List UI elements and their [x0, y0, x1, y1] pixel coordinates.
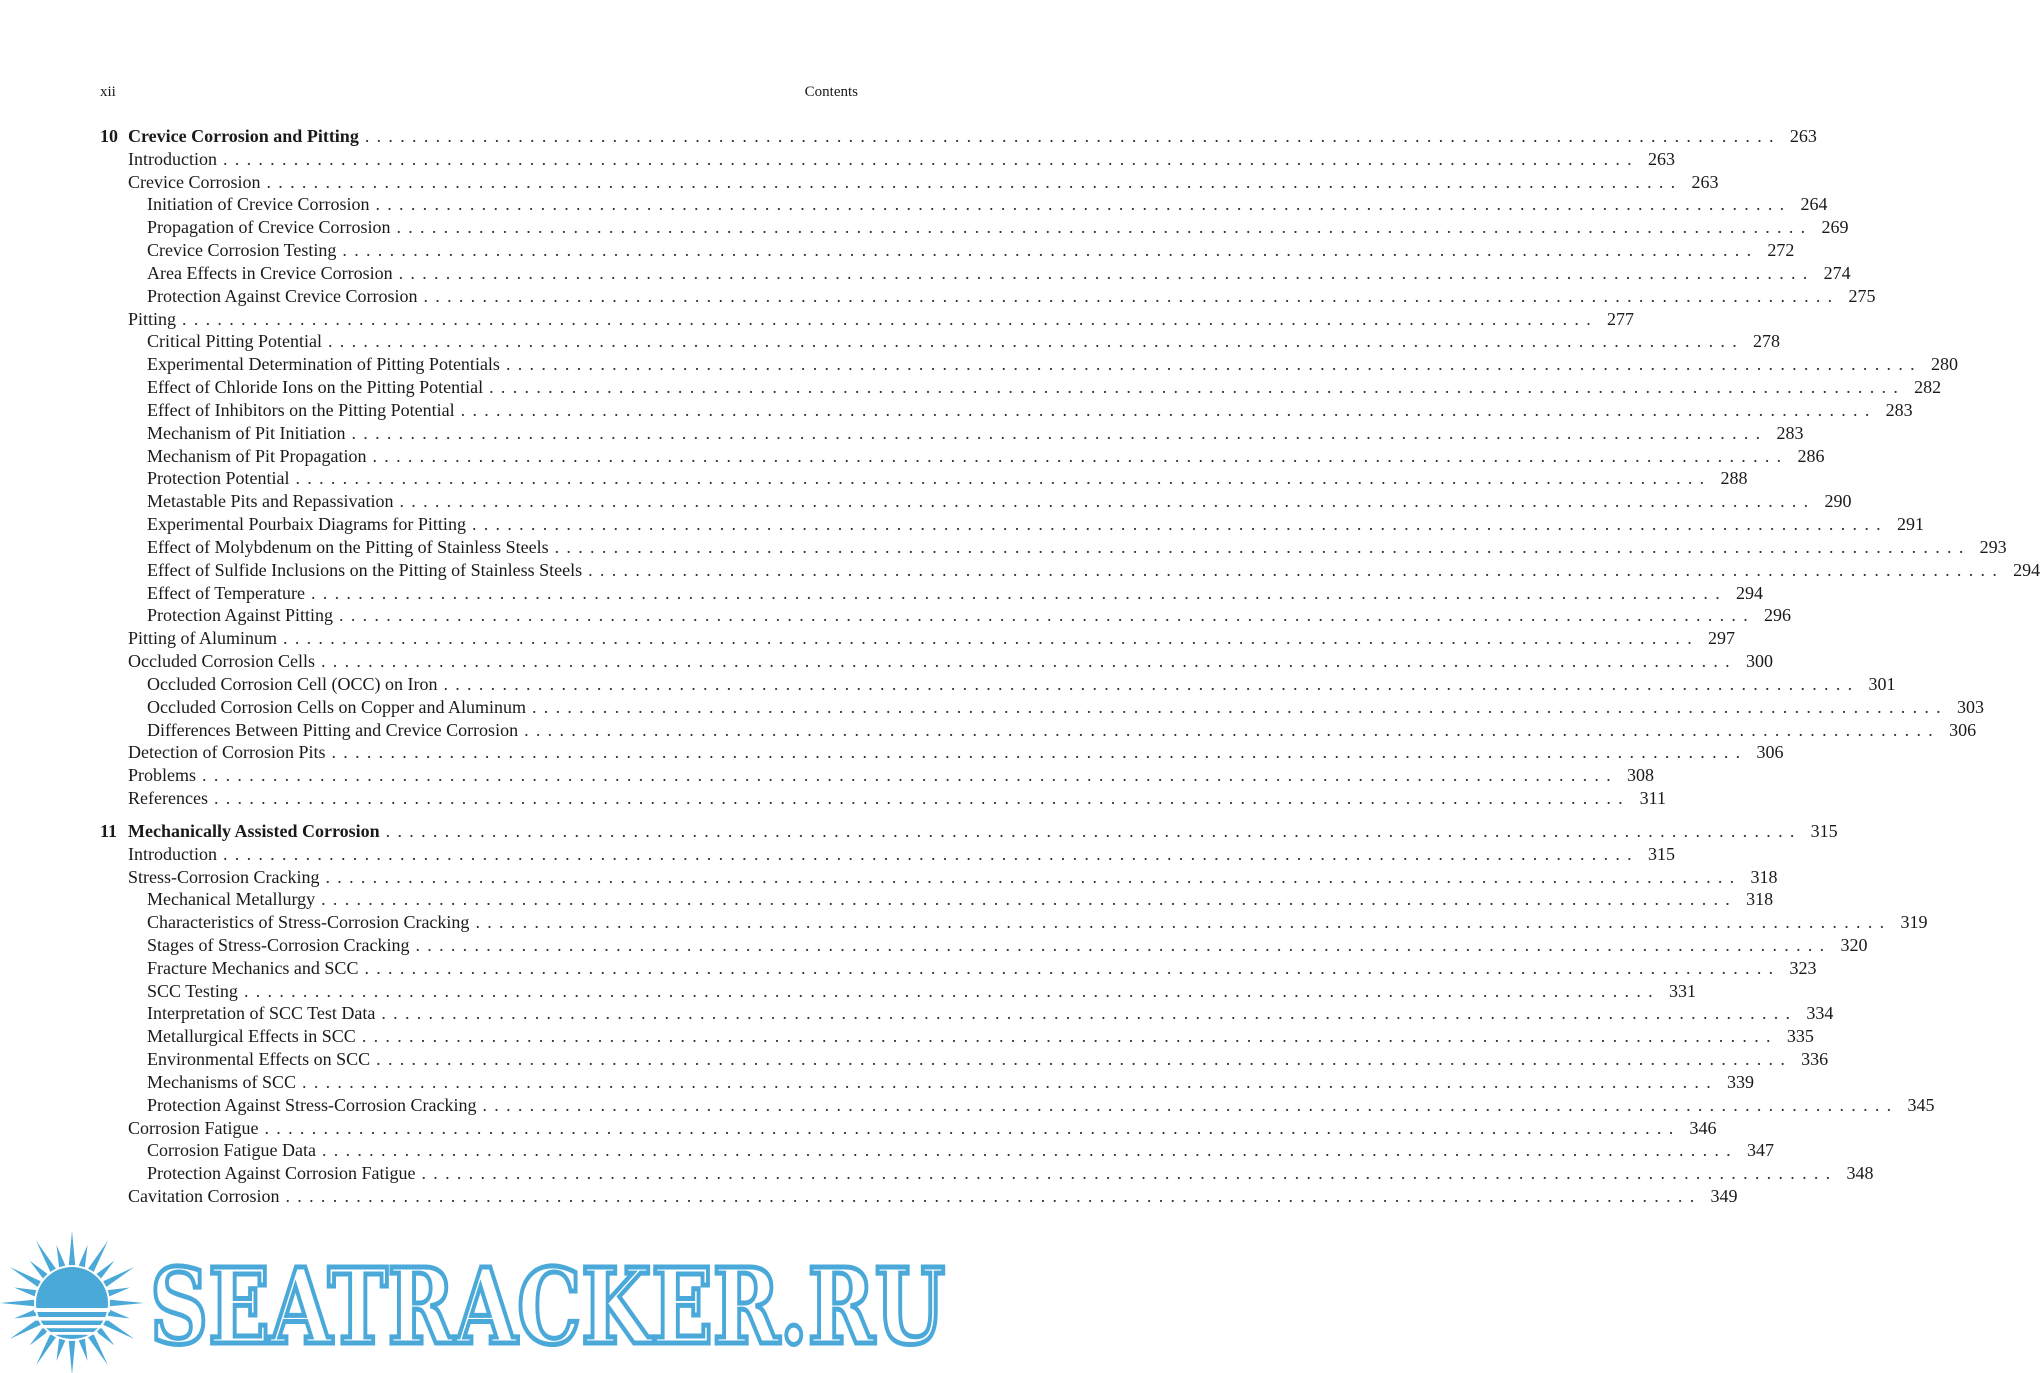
- subsection-entry[interactable]: [100, 719, 1977, 742]
- dot-leader: ........................................................................................................................: [364, 957, 1781, 978]
- entry-title: Introduction: [128, 148, 217, 169]
- dot-leader: ........................................................................................................................: [471, 514, 1888, 535]
- entry-title: Stress-Corrosion Cracking: [128, 866, 320, 887]
- page-number-ref: 315: [1810, 820, 1838, 841]
- dot-leader: ........................................................................................................................: [325, 866, 1742, 887]
- dot-leader: ........................................................................................................................: [302, 1071, 1719, 1092]
- page-number-ref: 263: [1647, 148, 1675, 169]
- page-number-ref: 293: [1979, 536, 2007, 557]
- dot-leader: ........................................................................................................................: [321, 1140, 1738, 1161]
- dot-leader: ........................................................................................................................: [328, 331, 1744, 352]
- sun-ray: [69, 1231, 75, 1265]
- sun-ray: [56, 1339, 65, 1361]
- page-number-ref: 300: [1745, 651, 1773, 672]
- dot-leader: ........................................................................................................................: [182, 308, 1599, 329]
- dot-leader: ........................................................................................................................: [381, 1003, 1798, 1024]
- subsection-entry[interactable]: [100, 696, 1984, 719]
- dot-leader: ........................................................................................................................: [295, 468, 1712, 489]
- dot-leader: ........................................................................................................................: [475, 912, 1892, 933]
- running-head: [100, 84, 858, 101]
- subsection-entry[interactable]: [100, 1094, 1935, 1117]
- watermark-logo: [0, 1228, 960, 1368]
- sun-ray: [103, 1319, 134, 1339]
- sun-ray: [108, 1287, 130, 1296]
- dot-leader: ........................................................................................................................: [482, 1094, 1899, 1115]
- dot-leader: ........................................................................................................................: [285, 1186, 1702, 1207]
- chapter-entry[interactable]: [100, 820, 1838, 843]
- dot-leader: ........................................................................................................................: [489, 377, 1906, 398]
- page-number-ref: 291: [1896, 514, 1924, 535]
- page-number-ref: 283: [1776, 422, 1804, 443]
- sun-ray: [108, 1310, 130, 1319]
- entry-title: Crevice Corrosion: [128, 171, 261, 192]
- page-number-ref: 318: [1746, 889, 1774, 910]
- entry-title: Occluded Corrosion Cells on Copper and Aluminum: [147, 696, 526, 717]
- subsection-entry[interactable]: [100, 1162, 1874, 1185]
- page-number-ref: 335: [1786, 1026, 1814, 1047]
- entry-title: Characteristics of Stress-Corrosion Cracking: [147, 912, 470, 933]
- entry-title: Protection Against Stress-Corrosion Cracking: [147, 1094, 477, 1115]
- page-number-ref: 274: [1823, 262, 1851, 283]
- entry-title: Corrosion Fatigue Data: [147, 1140, 316, 1161]
- subsection-entry[interactable]: [100, 536, 2007, 559]
- dot-leader: ........................................................................................................................: [222, 148, 1639, 169]
- page-number-ref: 331: [1668, 980, 1696, 1001]
- page-number-ref: 272: [1767, 240, 1795, 261]
- subsection-entry[interactable]: [100, 1048, 1829, 1071]
- subsection-entry[interactable]: [100, 888, 1774, 911]
- page-number-ref: 348: [1846, 1163, 1874, 1184]
- sun-ray: [88, 1241, 108, 1272]
- dot-leader: ........................................................................................................................: [396, 217, 1813, 238]
- page-number-ref: 311: [1639, 788, 1666, 809]
- page-number-ref: 282: [1914, 377, 1942, 398]
- entry-title: Protection Potential: [147, 468, 290, 489]
- dot-leader: ........................................................................................................................: [415, 934, 1832, 955]
- page-number-ref: 308: [1627, 765, 1655, 786]
- page-number-ref: 297: [1708, 628, 1736, 649]
- entry-title: Cavitation Corrosion: [128, 1186, 280, 1207]
- entry-title: Mechanical Metallurgy: [147, 889, 316, 910]
- section-entry[interactable]: [100, 1117, 1717, 1140]
- entry-title: Protection Against Pitting: [147, 605, 334, 626]
- subsection-entry[interactable]: [100, 1139, 1774, 1162]
- entry-title: Effect of Chloride Ions on the Pitting Potential: [147, 377, 484, 398]
- entry-title: Protection Against Corrosion Fatigue: [147, 1163, 416, 1184]
- subsection-entry[interactable]: [100, 445, 1825, 468]
- dot-leader: ........................................................................................................................: [524, 719, 1941, 740]
- dot-leader: ........................................................................................................................: [321, 889, 1738, 910]
- entry-title: References: [128, 788, 208, 809]
- entry-title: Occluded Corrosion Cell (OCC) on Iron: [147, 673, 438, 694]
- dot-leader: ........................................................................................................................: [372, 445, 1789, 466]
- sun-ray: [30, 1327, 48, 1345]
- page-number-ref: 349: [1710, 1186, 1738, 1207]
- page-number-ref: 263: [1789, 126, 1817, 146]
- subsection-entry[interactable]: [100, 353, 1958, 376]
- page-number-ref: 315: [1647, 843, 1675, 864]
- entry-title: Experimental Determination of Pitting Potentials: [147, 354, 500, 375]
- dot-leader: ........................................................................................................................: [531, 696, 1948, 717]
- page-number-ref: 347: [1746, 1140, 1774, 1161]
- subsection-entry[interactable]: [100, 513, 1924, 536]
- sun-ray: [36, 1334, 56, 1365]
- subsection-entry[interactable]: [100, 1071, 1755, 1094]
- page-number-ref: 339: [1727, 1071, 1755, 1092]
- sun-ray: [88, 1334, 108, 1365]
- dot-leader: ........................................................................................................................: [331, 742, 1748, 763]
- subsection-entry[interactable]: [100, 673, 1896, 696]
- dot-leader: ........................................................................................................................: [375, 194, 1792, 215]
- section-entry[interactable]: [100, 650, 1773, 673]
- page-number-ref: 278: [1753, 331, 1780, 352]
- table-of-contents: [100, 125, 2040, 1208]
- page-number-ref: 346: [1689, 1117, 1717, 1138]
- sun-ray: [36, 1241, 56, 1272]
- dot-leader: ........................................................................................................................: [364, 126, 1781, 146]
- section-entry[interactable]: [100, 627, 1736, 650]
- dot-leader: ........................................................................................................................: [311, 582, 1727, 603]
- entry-title: Fracture Mechanics and SCC: [147, 957, 359, 978]
- entry-title: Pitting of Aluminum: [128, 628, 278, 649]
- subsection-entry[interactable]: [100, 934, 1868, 957]
- entry-title: Protection Against Crevice Corrosion: [147, 285, 418, 306]
- page-number-ref: 296: [1764, 605, 1792, 626]
- section-entry[interactable]: [100, 308, 1635, 331]
- page-number-ref: 263: [1691, 171, 1719, 192]
- entry-title: Mechanism of Pit Propagation: [147, 445, 367, 466]
- entry-title: Metastable Pits and Repassivation: [147, 491, 394, 512]
- page-number-ref: 323: [1789, 957, 1817, 978]
- page-number-ref: 290: [1824, 491, 1852, 512]
- dot-leader: ........................................................................................................................: [376, 1049, 1793, 1070]
- section-entry[interactable]: [100, 843, 1675, 866]
- page-number-ref: 306: [1756, 742, 1784, 763]
- page-number-ref: 319: [1900, 912, 1928, 933]
- entry-title: Effect of Sulfide Inclusions on the Pitting of Stainless Steels: [147, 559, 583, 580]
- dot-leader: ........................................................................................................................: [443, 673, 1860, 694]
- subsection-entry[interactable]: [100, 239, 1795, 262]
- sun-ray: [10, 1267, 41, 1287]
- entry-title: Crevice Corrosion and Pitting: [128, 126, 359, 146]
- sun-ray: [103, 1267, 134, 1287]
- dot-leader: ........................................................................................................................: [361, 1026, 1778, 1047]
- subsection-entry[interactable]: [100, 604, 1792, 627]
- sun-icon: [0, 1231, 144, 1373]
- sun-ray: [56, 1245, 65, 1267]
- entry-title: Occluded Corrosion Cells: [128, 651, 315, 672]
- dot-leader: ........................................................................................................................: [505, 354, 1922, 375]
- entry-title: Critical Pitting Potential: [147, 331, 322, 352]
- section-entry[interactable]: [100, 1185, 1738, 1208]
- entry-title: Area Effects in Crevice Corrosion: [147, 262, 393, 283]
- sun-ray: [0, 1300, 34, 1306]
- page-number-ref: 318: [1750, 866, 1778, 887]
- page-number-ref: 301: [1868, 673, 1896, 694]
- subsection-entry[interactable]: [100, 399, 1913, 422]
- subsection-entry[interactable]: [100, 422, 1804, 445]
- section-entry[interactable]: [100, 171, 1719, 194]
- dot-leader: ........................................................................................................................: [421, 1163, 1838, 1184]
- page-number-ref: 306: [1949, 719, 1977, 740]
- page-number-ref: 336: [1801, 1049, 1829, 1070]
- dot-leader: ........................................................................................................................: [351, 422, 1768, 443]
- entry-title: Problems: [128, 765, 197, 786]
- sun-ray: [96, 1327, 114, 1345]
- sun-ray: [69, 1341, 75, 1373]
- entry-title: Mechanism of Pit Initiation: [147, 422, 346, 443]
- page-number-ref: 288: [1720, 468, 1748, 489]
- page-number-ref: 286: [1797, 445, 1825, 466]
- subsection-entry[interactable]: [100, 957, 1817, 980]
- page-number-ref: 294: [1736, 582, 1763, 603]
- dot-leader: ........................................................................................................................: [423, 285, 1840, 306]
- entry-title: Experimental Pourbaix Diagrams for Pitting: [147, 514, 466, 535]
- page-number-ref: 345: [1907, 1094, 1935, 1115]
- subsection-entry[interactable]: [100, 330, 1780, 353]
- chapter-spacer: [100, 810, 858, 820]
- entry-title: Metallurgical Effects in SCC: [147, 1026, 356, 1047]
- subsection-entry[interactable]: [100, 262, 1851, 285]
- section-entry[interactable]: [100, 764, 1655, 787]
- subsection-entry[interactable]: [100, 193, 1828, 216]
- dot-leader: ........................................................................................................................: [202, 765, 1619, 786]
- sun-ray: [10, 1319, 41, 1339]
- entry-title: Environmental Effects on SCC: [147, 1049, 371, 1070]
- page-number-ref: 269: [1821, 217, 1849, 238]
- dot-leader: ........................................................................................................................: [385, 820, 1802, 841]
- dot-leader: ........................................................................................................................: [320, 651, 1737, 672]
- page-number-ref: 275: [1848, 285, 1876, 306]
- entry-title: Stages of Stress-Corrosion Cracking: [147, 934, 410, 955]
- section-entry[interactable]: [100, 787, 1666, 810]
- section-entry[interactable]: [100, 866, 1778, 889]
- entry-title: Pitting: [128, 308, 177, 329]
- chapter-entry[interactable]: [100, 125, 1817, 148]
- subsection-entry[interactable]: [100, 216, 1849, 239]
- entry-title: Initiation of Crevice Corrosion: [147, 194, 370, 215]
- dot-leader: ........................................................................................................................: [213, 788, 1630, 809]
- sun-ray: [14, 1287, 36, 1296]
- dot-leader: ........................................................................................................................: [222, 843, 1639, 864]
- dot-leader: ........................................................................................................................: [339, 605, 1756, 626]
- page-number-ref: 320: [1840, 934, 1868, 955]
- chapter-number: 11: [100, 820, 118, 841]
- subsection-entry[interactable]: [100, 1002, 1834, 1025]
- sun-ray: [14, 1310, 36, 1319]
- sun-ray: [79, 1339, 88, 1361]
- dot-leader: ........................................................................................................................: [588, 559, 2005, 580]
- entry-title: Interpretation of SCC Test Data: [147, 1003, 376, 1024]
- page-number-ref: 294: [2013, 559, 2040, 580]
- subsection-entry[interactable]: [100, 911, 1928, 934]
- sun-ray: [96, 1261, 114, 1279]
- subsection-entry[interactable]: [100, 980, 1696, 1003]
- section-entry[interactable]: [100, 148, 1675, 171]
- entry-title: Effect of Inhibitors on the Pitting Potential: [147, 399, 455, 420]
- subsection-entry[interactable]: [100, 559, 2040, 582]
- chapter-number: 10: [100, 126, 118, 146]
- dot-leader: ........................................................................................................................: [398, 262, 1815, 283]
- page-number-ref: 303: [1956, 696, 1984, 717]
- entry-title: Introduction: [128, 843, 217, 864]
- entry-title: Crevice Corrosion Testing: [147, 240, 337, 261]
- sun-ray: [79, 1245, 88, 1267]
- sun-ray: [110, 1300, 144, 1306]
- running-title: Contents: [804, 84, 858, 100]
- dot-leader: ........................................................................................................................: [399, 491, 1816, 512]
- sun-ray: [30, 1261, 48, 1279]
- entry-title: Differences Between Pitting and Crevice Corrosion: [147, 719, 519, 740]
- subsection-entry[interactable]: [100, 490, 1852, 513]
- dot-leader: ........................................................................................................................: [554, 536, 1971, 557]
- dot-leader: ........................................................................................................................: [264, 1117, 1681, 1138]
- entry-title: SCC Testing: [147, 980, 238, 1001]
- entry-title: Effect of Molybdenum on the Pitting of Stainless Steels: [147, 536, 549, 557]
- subsection-entry[interactable]: [100, 467, 1748, 490]
- watermark-text: SEATRACKER.RU: [150, 1245, 945, 1368]
- section-entry[interactable]: [100, 741, 1784, 764]
- dot-leader: ........................................................................................................................: [342, 240, 1759, 261]
- page-number-ref: 264: [1800, 194, 1828, 215]
- page-number-ref: 277: [1607, 308, 1635, 329]
- dot-leader: ........................................................................................................................: [460, 399, 1877, 420]
- entry-title: Detection of Corrosion Pits: [128, 742, 326, 763]
- subsection-entry[interactable]: [100, 1025, 1814, 1048]
- entry-title: Corrosion Fatigue: [128, 1117, 259, 1138]
- subsection-entry[interactable]: [100, 285, 1876, 308]
- entry-title: Effect of Temperature: [147, 582, 305, 603]
- page-number: xii: [100, 84, 116, 100]
- subsection-entry[interactable]: [100, 376, 1942, 399]
- dot-leader: ........................................................................................................................: [283, 628, 1700, 649]
- dot-leader: ........................................................................................................................: [266, 171, 1683, 192]
- page-number-ref: 280: [1930, 354, 1958, 375]
- entry-title: Mechanically Assisted Corrosion: [128, 820, 380, 841]
- subsection-entry[interactable]: [100, 582, 1763, 605]
- dot-leader: ........................................................................................................................: [243, 980, 1660, 1001]
- page-number-ref: 334: [1806, 1003, 1834, 1024]
- page-number-ref: 283: [1885, 399, 1913, 420]
- entry-title: Propagation of Crevice Corrosion: [147, 217, 391, 238]
- entry-title: Mechanisms of SCC: [147, 1071, 297, 1092]
